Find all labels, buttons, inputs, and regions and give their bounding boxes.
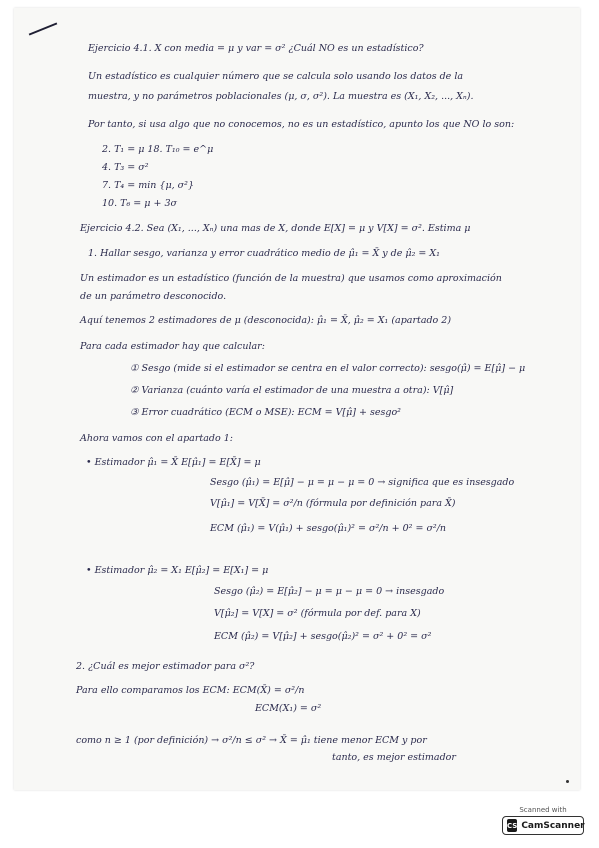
camscanner-badge	[502, 806, 584, 840]
note-line-30: como n ≥ 1 (por definición) → σ²/n ≤ σ² → X̄ = μ̂₁ tiene menor ECM y por	[76, 735, 427, 746]
note-line-26: ECM (μ̂₂) = V[μ̂₂] + sesgo(μ̂₂)² = σ² + 0² = σ²	[214, 631, 432, 642]
note-line-15: ① Sesgo (mide si el estimador se centra en el valor correcto): sesgo(μ̂) = E[μ̂] − μ	[130, 363, 526, 374]
camscanner-icon: CS	[507, 819, 517, 832]
note-line-10: 1. Hallar sesgo, varianza y error cuadrático medio de μ̂₁ = X̄ y de μ̂₂ = X₁	[88, 248, 440, 259]
note-line-1: Ejercicio 4.1. X con media = μ y var = σ² ¿Cuál NO es un estadístico?	[88, 43, 424, 54]
note-line-14: Para cada estimador hay que calcular:	[80, 341, 265, 352]
note-line-11: Un estimador es un estadístico (función de la muestra) que usamos como aproximación	[80, 273, 502, 284]
note-line-6: 4. T₃ = σ²	[102, 162, 149, 173]
note-line-18: Ahora vamos con el apartado 1:	[80, 433, 233, 444]
note-line-12: de un parámetro desconocido.	[80, 291, 227, 302]
note-line-24: Sesgo (μ̂₂) = E[μ̂₂] − μ = μ − μ = 0 → insesgado	[214, 586, 445, 597]
note-line-4: Por tanto, si usa algo que no conocemos, no es un estadístico, apunto los que NO lo son:	[88, 119, 515, 130]
camscanner-brand: CamScanner	[521, 820, 585, 831]
note-line-8: 10. T₆ = μ + 3σ	[102, 198, 177, 209]
note-line-23: • Estimador μ̂₂ = X₁ E[μ̂₂] = E[X₁] = μ	[86, 565, 269, 576]
note-line-20: Sesgo (μ̂₁) = E[μ̂] − μ = μ − μ = 0 → significa que es insesgado	[210, 477, 515, 488]
note-line-3: muestra, y no parámetros poblacionales (μ, σ, σ²). La muestra es (X₁, X₂, ..., Xₙ).	[88, 91, 474, 102]
note-line-31: tanto, es mejor estimador	[332, 752, 456, 763]
note-line-7: 7. T₄ = min {μ, σ²}	[102, 180, 195, 191]
camscanner-logo	[502, 816, 584, 835]
ink-dot	[566, 780, 569, 783]
note-line-21: V[μ̂₁] = V[X̄] = σ²/n (fórmula por definición para X̄)	[210, 498, 456, 509]
note-line-29: ECM(X₁) = σ²	[255, 703, 322, 714]
note-line-5: 2. T₁ = μ 18. T₁₀ = e^μ	[102, 144, 214, 155]
note-line-13: Aquí tenemos 2 estimadores de μ (desconocida): μ̂₁ = X̄, μ̂₂ = X₁ (apartado 2)	[80, 315, 452, 326]
note-line-25: V[μ̂₂] = V[X] = σ² (fórmula por def. para X)	[214, 608, 421, 619]
note-line-19: • Estimador μ̂₁ = X̄ E[μ̂₁] = E[X̄] = μ	[86, 457, 261, 468]
note-line-2: Un estadístico es cualquier número que se calcula solo usando los datos de la	[88, 71, 464, 82]
note-line-9: Ejercicio 4.2. Sea (X₁, ..., Xₙ) una mas de X, donde E[X] = μ y V[X] = σ². Estima μ	[80, 223, 471, 234]
badge-caption: Scanned with	[519, 806, 567, 814]
note-line-28: Para ello comparamos los ECM: ECM(X̄) = σ²/n	[76, 685, 305, 696]
note-line-22: ECM (μ̂₁) = V(μ̂₁) + sesgo(μ̂₁)² = σ²/n + 0² = σ²/n	[210, 523, 447, 534]
note-line-17: ③ Error cuadrático (ECM o MSE): ECM = V[μ̂] + sesgo²	[130, 407, 401, 418]
note-line-27: 2. ¿Cuál es mejor estimador para σ²?	[76, 661, 255, 672]
note-line-16: ② Varianza (cuánto varía el estimador de una muestra a otra): V[μ̂]	[130, 385, 454, 396]
